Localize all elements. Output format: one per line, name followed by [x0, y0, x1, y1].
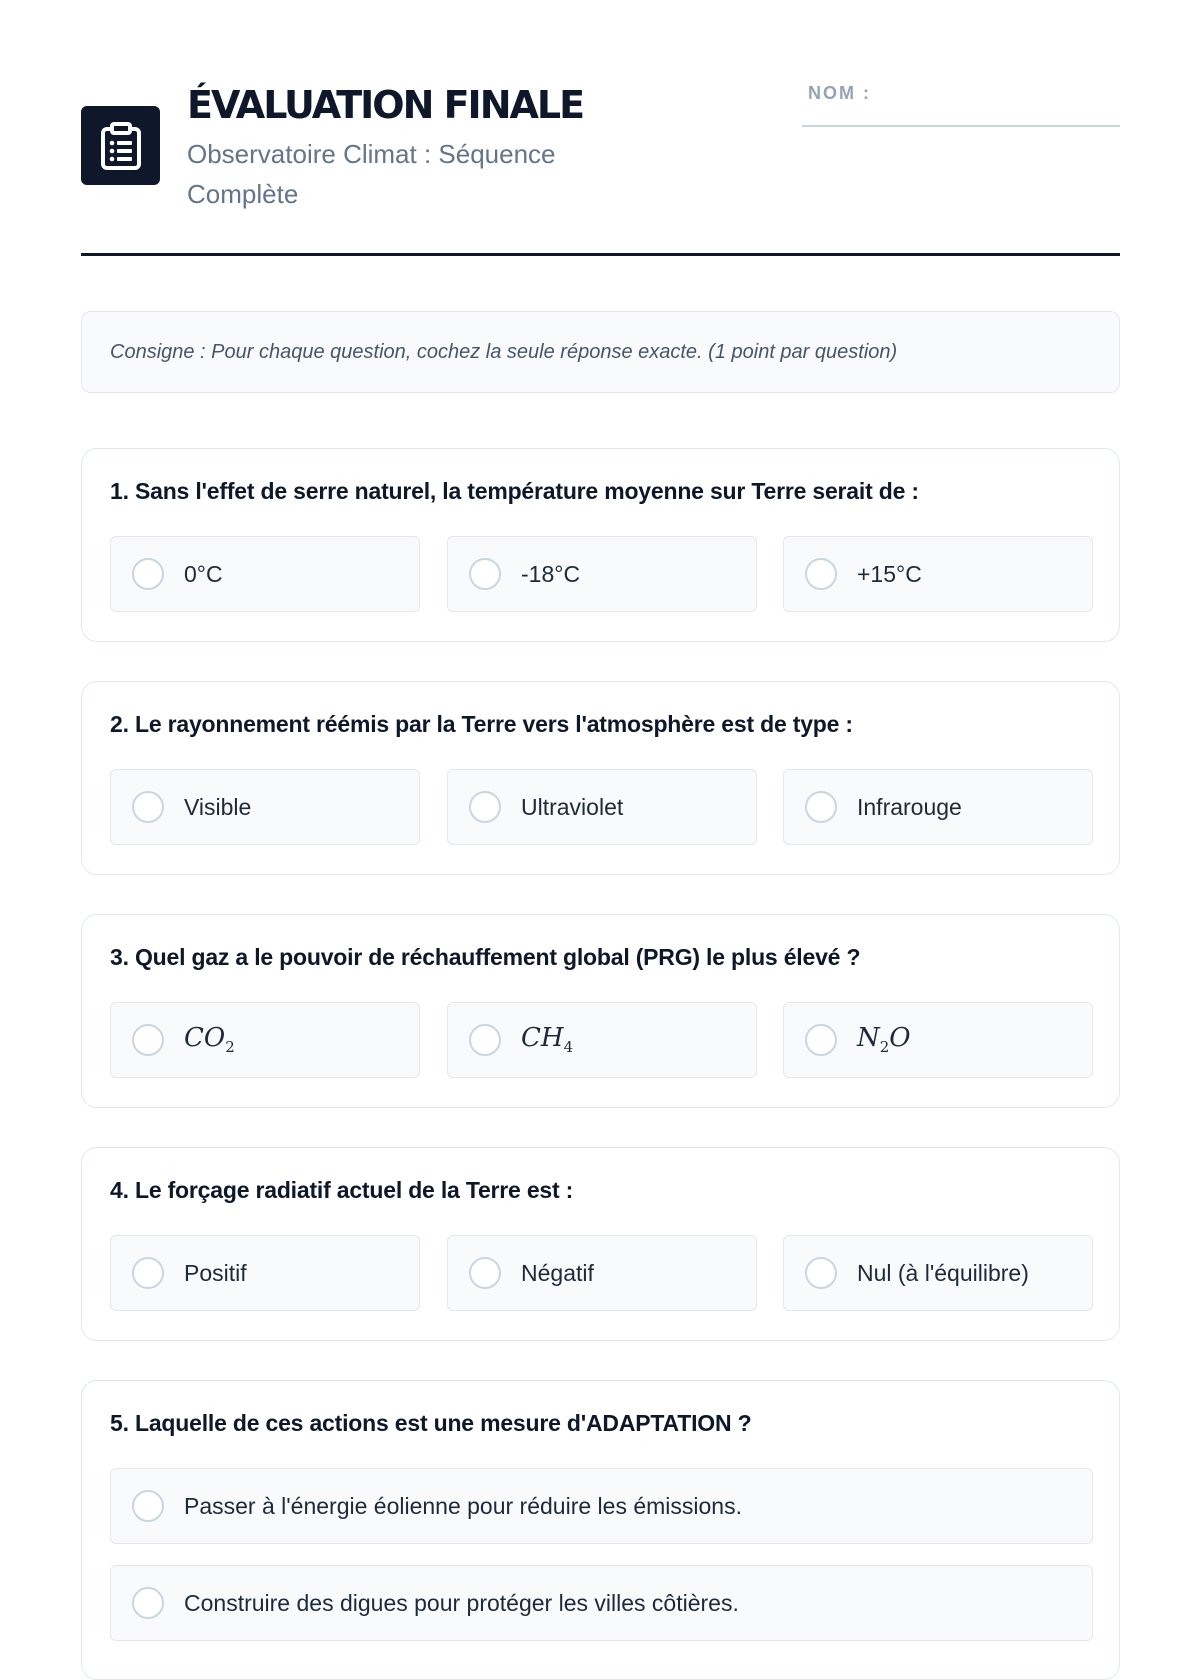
option-q5-b[interactable]	[110, 1565, 1093, 1641]
question-title: 1. Sans l'effet de serre naturel, la température moyenne sur Terre serait de :	[110, 478, 919, 504]
formula-co2: $CO_2$	[184, 1023, 235, 1057]
radio-button[interactable]	[805, 558, 837, 590]
option-label: Passer à l'énergie éolienne pour réduire les émissions.	[184, 1492, 742, 1519]
page-header	[81, 0, 1120, 256]
option-q3-a[interactable]	[110, 1002, 420, 1078]
radio-button[interactable]	[132, 1587, 164, 1619]
instructions-box	[81, 311, 1120, 393]
option-q2-a[interactable]	[110, 769, 420, 845]
question-title: 4. Le forçage radiatif actuel de la Terre est :	[110, 1177, 574, 1203]
question-card-2	[81, 681, 1120, 875]
question-title: 5. Laquelle de ces actions est une mesure d'ADAPTATION ?	[110, 1410, 752, 1436]
question-title: 3. Quel gaz a le pouvoir de réchauffement global (PRG) le plus élevé ?	[110, 944, 861, 970]
question-card-4	[81, 1147, 1120, 1341]
radio-button[interactable]	[132, 1024, 164, 1056]
page-subtitle: Observatoire Climat : Séquence Complète	[187, 139, 556, 209]
option-label: Positif	[184, 1259, 247, 1286]
radio-button[interactable]	[132, 1490, 164, 1522]
radio-button[interactable]	[469, 1257, 501, 1289]
option-q1-a[interactable]	[110, 536, 420, 612]
option-label: +15°C	[857, 560, 922, 587]
option-q3-b[interactable]	[447, 1002, 757, 1078]
option-label: Construire des digues pour protéger les villes côtières.	[184, 1589, 739, 1616]
question-card-5	[81, 1380, 1120, 1680]
option-label: Visible	[184, 793, 252, 820]
name-field[interactable]	[802, 125, 1120, 127]
radio-button[interactable]	[132, 791, 164, 823]
option-q4-c[interactable]	[783, 1235, 1093, 1311]
question-card-1	[81, 448, 1120, 642]
radio-button[interactable]	[805, 1257, 837, 1289]
radio-button[interactable]	[469, 1024, 501, 1056]
option-q1-b[interactable]	[447, 536, 757, 612]
option-label: Ultraviolet	[521, 793, 624, 820]
option-q5-a[interactable]	[110, 1468, 1093, 1544]
page-title: ÉVALUATION FINALE	[187, 83, 584, 127]
formula-ch4: $CH_4$	[521, 1023, 574, 1057]
evaluation-page	[81, 0, 1120, 1616]
instructions-text: Consigne : Pour chaque question, cochez la seule réponse exacte. (1 point par question)	[110, 340, 898, 363]
formula-n2o: $N_2O$	[857, 1023, 911, 1057]
option-label: Infrarouge	[857, 793, 962, 820]
name-label: NOM :	[808, 83, 871, 103]
option-q1-c[interactable]	[783, 536, 1093, 612]
option-q2-c[interactable]	[783, 769, 1093, 845]
question-title: 2. Le rayonnement réémis par la Terre vers l'atmosphère est de type :	[110, 711, 853, 737]
option-q3-c[interactable]	[783, 1002, 1093, 1078]
option-label: -18°C	[521, 560, 581, 587]
option-label: Négatif	[521, 1259, 594, 1286]
radio-button[interactable]	[132, 1257, 164, 1289]
option-label: 0°C	[184, 560, 223, 587]
option-q4-b[interactable]	[447, 1235, 757, 1311]
option-label: Nul (à l'équilibre)	[857, 1259, 1029, 1286]
option-q4-a[interactable]	[110, 1235, 420, 1311]
radio-button[interactable]	[469, 558, 501, 590]
radio-button[interactable]	[132, 558, 164, 590]
radio-button[interactable]	[805, 1024, 837, 1056]
radio-button[interactable]	[469, 791, 501, 823]
question-card-3	[81, 914, 1120, 1108]
clipboard-icon	[81, 106, 160, 185]
radio-button[interactable]	[805, 791, 837, 823]
option-q2-b[interactable]	[447, 769, 757, 845]
